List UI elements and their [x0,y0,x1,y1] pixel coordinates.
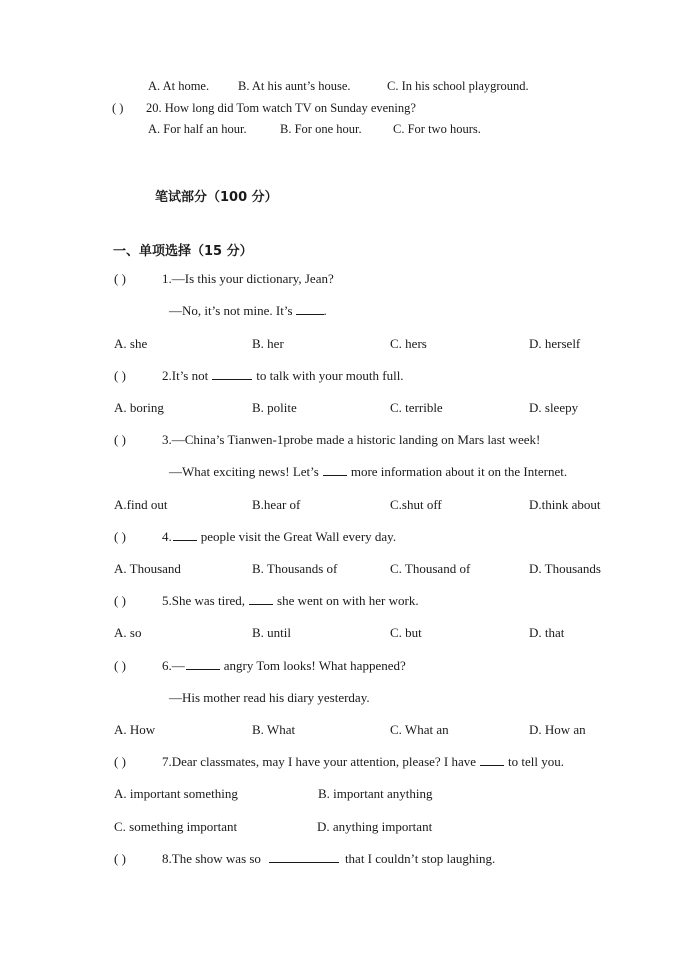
option-c: C.shut off [390,497,442,512]
answer-paren: ( ) [114,529,126,544]
answer-paren: ( ) [114,432,126,447]
option-c: C. terrible [390,400,443,415]
question-20-stem: 20. How long did Tom watch TV on Sunday evening? [146,101,416,115]
option-a: A. How [114,722,156,737]
option-b: B. important anything [318,786,433,801]
option-c: C. In his school playground. [387,79,529,93]
option-b: B. polite [252,400,297,415]
option-b: B. her [252,336,284,351]
option-b: B. For one hour. [280,122,362,136]
answer-blank [480,754,504,766]
option-d: D. Thousands [529,561,601,576]
option-a: A.find out [114,497,168,512]
answer-paren: ( ) [114,368,126,383]
option-b: B.hear of [252,497,301,512]
option-d: D. that [529,625,565,640]
option-c: C. something important [114,819,238,834]
question-stem: 6.— angry Tom looks! What happened? [162,658,406,673]
answer-blank [323,464,347,476]
written-part-title: 笔试部分（100 分） [155,190,278,205]
option-a: A. For half an hour. [148,122,247,136]
answer-paren: ( ) [114,593,126,608]
answer-blank [186,658,220,670]
option-a: A. she [114,336,148,351]
option-b: B. At his aunt’s house. [238,79,351,93]
option-d: D. How an [529,722,586,737]
option-a: A. boring [114,400,164,415]
question-stem: 1.—Is this your dictionary, Jean? [162,271,334,286]
option-c: C. Thousand of [390,561,471,576]
answer-paren: ( ) [114,658,126,673]
question-stem: 4. people visit the Great Wall every day. [162,529,397,544]
answer-blank [269,851,339,863]
option-a: A. Thousand [114,561,181,576]
option-d: D. anything important [317,819,433,834]
option-d: D. sleepy [529,400,579,415]
question-stem: 8.The show was so that I couldn’t stop laughing. [162,851,496,866]
question-stem: 3.—China’s Tianwen-1probe made a historic landing on Mars last week! [162,432,541,447]
question-stem: 2.It’s not to talk with your mouth full. [162,368,404,383]
option-b: B. until [252,625,292,640]
answer-blank [173,529,197,541]
option-d: D.think about [529,497,601,512]
option-c: C. but [390,625,422,640]
question-reply: —His mother read his diary yesterday. [169,690,370,705]
answer-blank [212,368,252,380]
option-a: A. At home. [148,79,210,93]
answer-paren: ( ) [114,754,126,769]
question-reply: —No, it’s not mine. It’s . [169,303,327,318]
option-c: C. hers [390,336,427,351]
option-b: B. Thousands of [252,561,338,576]
question-reply: —What exciting news! Let’s more information about it on the Internet. [169,464,568,479]
answer-blank [249,593,273,605]
option-b: B. What [252,722,296,737]
answer-blank [296,303,324,315]
option-d: D. herself [529,336,581,351]
question-stem: 7.Dear classmates, may I have your attention, please? I have to tell you. [162,754,565,769]
section-title: 一、单项选择（15 分） [113,244,253,259]
question-stem: 5.She was tired, she went on with her work. [162,593,419,608]
option-c: C. What an [390,722,449,737]
option-a: A. important something [114,786,238,801]
option-c: C. For two hours. [393,122,481,136]
answer-paren: ( ) [114,851,126,866]
answer-paren: ( ) [114,271,126,286]
answer-paren: ( ) [112,101,124,115]
option-a: A. so [114,625,142,640]
